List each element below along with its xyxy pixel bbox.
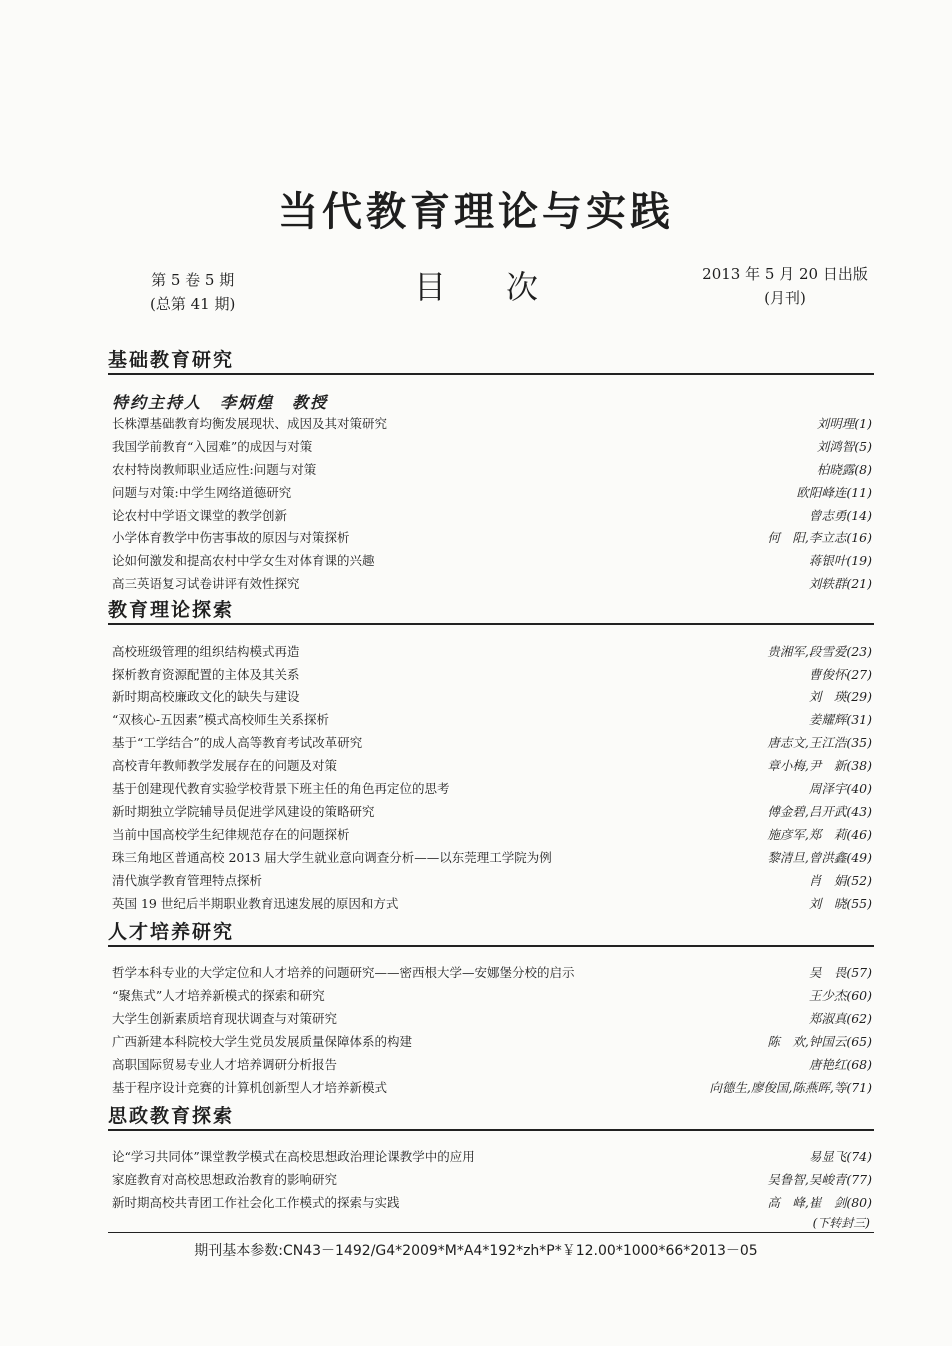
section-title: 基础教育研究 — [108, 349, 235, 371]
section-heading — [108, 345, 874, 375]
toc-entry[interactable] — [112, 1054, 872, 1076]
entry-author: 姜耀辉(31) — [808, 712, 872, 727]
entry-author: 高 峰,崔 剑(80) — [767, 1195, 872, 1210]
entry-title: 高职国际贸易专业人才培养调研分析报告 — [112, 1057, 338, 1072]
section-heading — [108, 917, 874, 947]
entry-author: 何 阳,李立志(16) — [767, 530, 872, 545]
entry-title: 新时期高校共青团工作社会化工作模式的探索与实践 — [112, 1195, 400, 1210]
entry-author: 柏晓露(8) — [816, 462, 872, 477]
entry-author: 蒋银叶(19) — [808, 553, 872, 568]
section-title: 人才培养研究 — [108, 921, 235, 943]
entry-title: 农村特岗教师职业适应性:问题与对策 — [112, 462, 317, 477]
toc-entry[interactable] — [112, 962, 872, 984]
entry-title: 高校青年教师教学发展存在的问题及对策 — [112, 758, 338, 773]
entry-author: 章小梅,尹 新(38) — [767, 758, 872, 773]
entry-title: 探析教育资源配置的主体及其关系 — [112, 667, 300, 682]
entry-title: 问题与对策:中学生网络道德研究 — [112, 485, 292, 500]
toc-entry[interactable] — [112, 985, 872, 1007]
toc-entry[interactable] — [112, 482, 872, 504]
entry-title: 论如何激发和提高农村中学女生对体育课的兴趣 — [112, 553, 375, 568]
contents-title: 目次 — [413, 268, 598, 306]
pub-date: 2013 年 5 月 20 日出版 — [702, 265, 868, 283]
entry-author: 刘 晓(55) — [808, 896, 872, 911]
entry-title: 我国学前教育“入园难”的成因与对策 — [112, 439, 313, 454]
toc-entry[interactable] — [112, 1146, 872, 1168]
entry-author: 王少杰(60) — [808, 988, 872, 1003]
entry-author: 周泽宇(40) — [808, 781, 872, 796]
entry-title: 家庭教育对高校思想政治教育的影响研究 — [112, 1172, 338, 1187]
entry-title: 高三英语复习试卷讲评有效性探究 — [112, 576, 300, 591]
entry-author: 刘 瑛(29) — [808, 689, 872, 704]
toc-entry[interactable] — [112, 824, 872, 846]
entry-author: 施彦军,郑 莉(46) — [767, 827, 872, 842]
special-host: 特约主持人 李炳煌 教授 — [112, 393, 329, 412]
toc-entry[interactable] — [112, 1169, 872, 1191]
entry-title: 当前中国高校学生纪律规范存在的问题探析 — [112, 827, 350, 842]
toc-entry[interactable] — [112, 778, 872, 800]
toc-entry[interactable] — [112, 709, 872, 731]
entry-author: 陈 欢,钟国云(65) — [767, 1034, 872, 1049]
entry-author: 黎清旦,曾洪鑫(49) — [767, 850, 872, 865]
entry-author: 肖 娟(52) — [808, 873, 872, 888]
entry-title: 小学体育教学中伤害事故的原因与对策探析 — [112, 530, 350, 545]
toc-entry[interactable] — [112, 664, 872, 686]
continued-note: (下转封三) — [812, 1216, 870, 1230]
entry-author: 刘鸿智(5) — [816, 439, 872, 454]
toc-entry[interactable] — [112, 686, 872, 708]
entry-title: 基于程序设计竞赛的计算机创新型人才培养新模式 — [112, 1080, 388, 1095]
entry-author: 刘明理(1) — [816, 416, 872, 431]
toc-entry[interactable] — [112, 413, 872, 435]
journal-parameters: 期刊基本参数:CN43－1492/G4*2009*M*A4*192*zh*P*￥12.00*1000*66*2013－05 — [194, 1243, 758, 1259]
entry-title: 基于“工学结合”的成人高等教育考试改革研究 — [112, 735, 363, 750]
entry-title: 广西新建本科院校大学生党员发展质量保障体系的构建 — [112, 1034, 413, 1049]
entry-author: 向德生,廖俊国,陈燕晖,等(71) — [709, 1080, 872, 1095]
entry-title: 高校班级管理的组织结构模式再造 — [112, 644, 300, 659]
entry-title: “双核心-五因素”模式高校师生关系探析 — [112, 712, 330, 727]
toc-entry[interactable] — [112, 1031, 872, 1053]
toc-entry[interactable] — [112, 505, 872, 527]
toc-entry[interactable] — [112, 436, 872, 458]
toc-entry[interactable] — [112, 550, 872, 572]
toc-entry[interactable] — [112, 732, 872, 754]
toc-entry[interactable] — [112, 755, 872, 777]
entry-title: 论农村中学语文课堂的教学创新 — [112, 508, 288, 523]
entry-author: 易显飞(74) — [808, 1149, 872, 1164]
entry-author: 郑淑真(62) — [808, 1011, 872, 1026]
entry-author: 吴鲁智,吴峻青(77) — [767, 1172, 872, 1187]
journal-title: 当代教育理论与实践 — [278, 189, 674, 235]
publication-info — [690, 262, 880, 310]
entry-author: 吴 畏(57) — [808, 965, 872, 980]
entry-title: 论“学习共同体”课堂教学模式在高校思想政治理论课教学中的应用 — [112, 1149, 475, 1164]
entry-title: 新时期高校廉政文化的缺失与建设 — [112, 689, 300, 704]
section-heading — [108, 1101, 874, 1131]
entry-title: 珠三角地区普通高校 2013 届大学生就业意向调查分析——以东莞理工学院为例 — [112, 850, 552, 865]
section-heading — [108, 595, 874, 625]
entry-author: 唐艳红(68) — [808, 1057, 872, 1072]
entry-author: 唐志文,王江浩(35) — [767, 735, 872, 750]
frequency: (月刊) — [764, 289, 806, 307]
toc-entry[interactable] — [112, 527, 872, 549]
entry-title: 基于创建现代教育实验学校背景下班主任的角色再定位的思考 — [112, 781, 450, 796]
toc-entry[interactable] — [112, 573, 872, 595]
entry-author: 贵湘军,段雪爱(23) — [767, 644, 872, 659]
toc-entry[interactable] — [112, 801, 872, 823]
entry-author: 刘轶群(21) — [808, 576, 872, 591]
entry-title: 大学生创新素质培育现状调查与对策研究 — [112, 1011, 338, 1026]
toc-entry[interactable] — [112, 641, 872, 663]
toc-entry[interactable] — [112, 1077, 872, 1099]
toc-entry[interactable] — [112, 847, 872, 869]
section-title: 思政教育探索 — [108, 1105, 235, 1127]
entry-title: 新时期独立学院辅导员促进学风建设的策略研究 — [112, 804, 375, 819]
footer-divider — [108, 1232, 874, 1233]
entry-author: 欧阳峰连(11) — [796, 485, 872, 500]
entry-author: 曹俊怀(27) — [808, 667, 872, 682]
toc-entry[interactable] — [112, 1008, 872, 1030]
entry-author: 傅金碧,吕开武(43) — [767, 804, 872, 819]
entry-title: 清代旗学教育管理特点探析 — [112, 873, 263, 888]
toc-entry[interactable] — [112, 459, 872, 481]
total-issue: (总第 41 期) — [150, 295, 236, 313]
section-title: 教育理论探索 — [108, 599, 235, 621]
toc-entry[interactable] — [112, 870, 872, 892]
entry-title: 英国 19 世纪后半期职业教育迅速发展的原因和方式 — [112, 896, 399, 911]
entry-title: “聚焦式”人才培养新模式的探索和研究 — [112, 988, 325, 1003]
entry-title: 长株潭基础教育均衡发展现状、成因及其对策研究 — [112, 416, 388, 431]
toc-entry[interactable] — [112, 1192, 872, 1214]
toc-entry[interactable] — [112, 893, 872, 915]
volume: 第 5 卷 5 期 — [151, 271, 235, 289]
entry-title: 哲学本科专业的大学定位和人才培养的问题研究——密西根大学—安娜堡分校的启示 — [112, 965, 575, 980]
entry-author: 曾志勇(14) — [808, 508, 872, 523]
